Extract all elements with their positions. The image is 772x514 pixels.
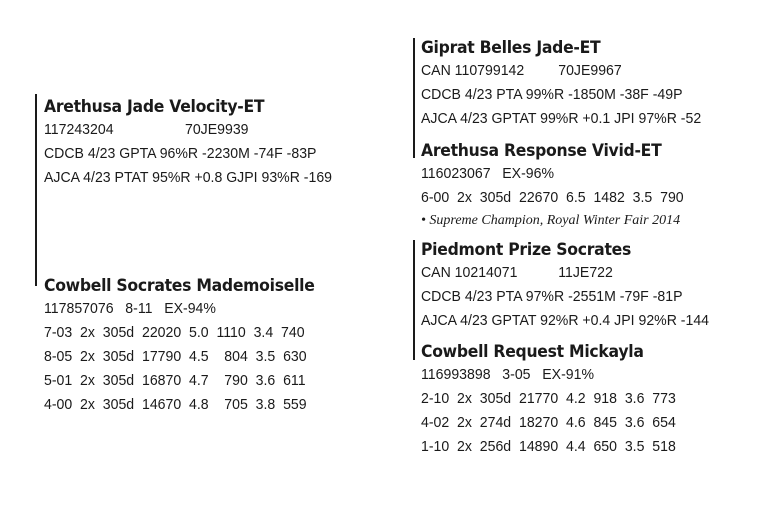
sire-block: [44, 96, 350, 190]
dam-info: 117857076 8-11 EX-94%: [44, 300, 216, 317]
sire-name: Arethusa Jade Velocity-ET: [44, 97, 265, 117]
sire-dam-block: [421, 140, 700, 232]
dam-sire-naab-code: 11JE722: [558, 264, 613, 281]
dam-dam-record: 1-10 2x 256d 14890 4.4 650 3.5 518: [421, 438, 676, 455]
dam-dam-block: [421, 341, 692, 459]
sire-ajca-evaluation: AJCA 4/23 PTAT 95%R +0.8 GJPI 93%R -169: [44, 169, 333, 186]
dam-record: 7-03 2x 305d 22020 5.0 1110 3.4 740: [44, 324, 305, 341]
dam-block: [44, 275, 338, 417]
sire-sire-naab-code: 70JE9967: [558, 62, 622, 79]
dam-sire-reg-number: CAN 10214071: [421, 264, 518, 281]
sire-naab-code: 70JE9939: [185, 121, 249, 138]
dam-record: 5-01 2x 305d 16870 4.7 790 3.6 611: [44, 372, 306, 389]
sire-sire-name: Giprat Belles Jade-ET: [421, 38, 601, 58]
right-lower-bracket-line: [413, 240, 415, 360]
sire-sire-registration: [421, 59, 701, 83]
sire-registration: [44, 118, 332, 142]
dam-record: 4-00 2x 305d 14670 4.8 705 3.8 559: [44, 396, 307, 413]
sire-sire-reg-number: CAN 110799142: [421, 62, 525, 79]
dam-sire-registration: [421, 261, 709, 285]
sire-sire-block: [421, 37, 719, 131]
sire-dam-award-note: • Supreme Champion, Royal Winter Fair 2014: [421, 213, 681, 228]
dam-dam-record: 4-02 2x 274d 18270 4.6 845 3.6 654: [421, 414, 676, 431]
dam-dam-name: Cowbell Request Mickayla: [421, 342, 644, 362]
sire-sire-cdcb-evaluation: CDCB 4/23 PTA 99%R -1850M -38F -49P: [421, 86, 683, 103]
dam-record: 8-05 2x 305d 17790 4.5 804 3.5 630: [44, 348, 307, 365]
dam-sire-ajca-evaluation: AJCA 4/23 GPTAT 92%R +0.4 JPI 92%R -144: [421, 312, 710, 329]
dam-name: Cowbell Socrates Mademoiselle: [44, 276, 315, 296]
dam-sire-block: [421, 239, 727, 333]
dam-dam-record: 2-10 2x 305d 21770 4.2 918 3.6 773: [421, 390, 676, 407]
dam-sire-cdcb-evaluation: CDCB 4/23 PTA 97%R -2551M -79F -81P: [421, 288, 683, 305]
sire-sire-ajca-evaluation: AJCA 4/23 GPTAT 99%R +0.1 JPI 97%R -52: [421, 110, 702, 127]
dam-sire-name: Piedmont Prize Socrates: [421, 240, 632, 260]
left-bracket-line: [35, 94, 37, 286]
sire-dam-name: Arethusa Response Vivid-ET: [421, 141, 662, 161]
sire-reg-number: 117243204: [44, 121, 114, 138]
sire-cdcb-evaluation: CDCB 4/23 GPTA 96%R -2230M -74F -83P: [44, 145, 317, 162]
sire-dam-record: 6-00 2x 305d 22670 6.5 1482 3.5 790: [421, 189, 684, 206]
right-upper-bracket-line: [413, 38, 415, 158]
sire-dam-info: 116023067 EX-96%: [421, 165, 555, 182]
dam-dam-info: 116993898 3-05 EX-91%: [421, 366, 594, 383]
